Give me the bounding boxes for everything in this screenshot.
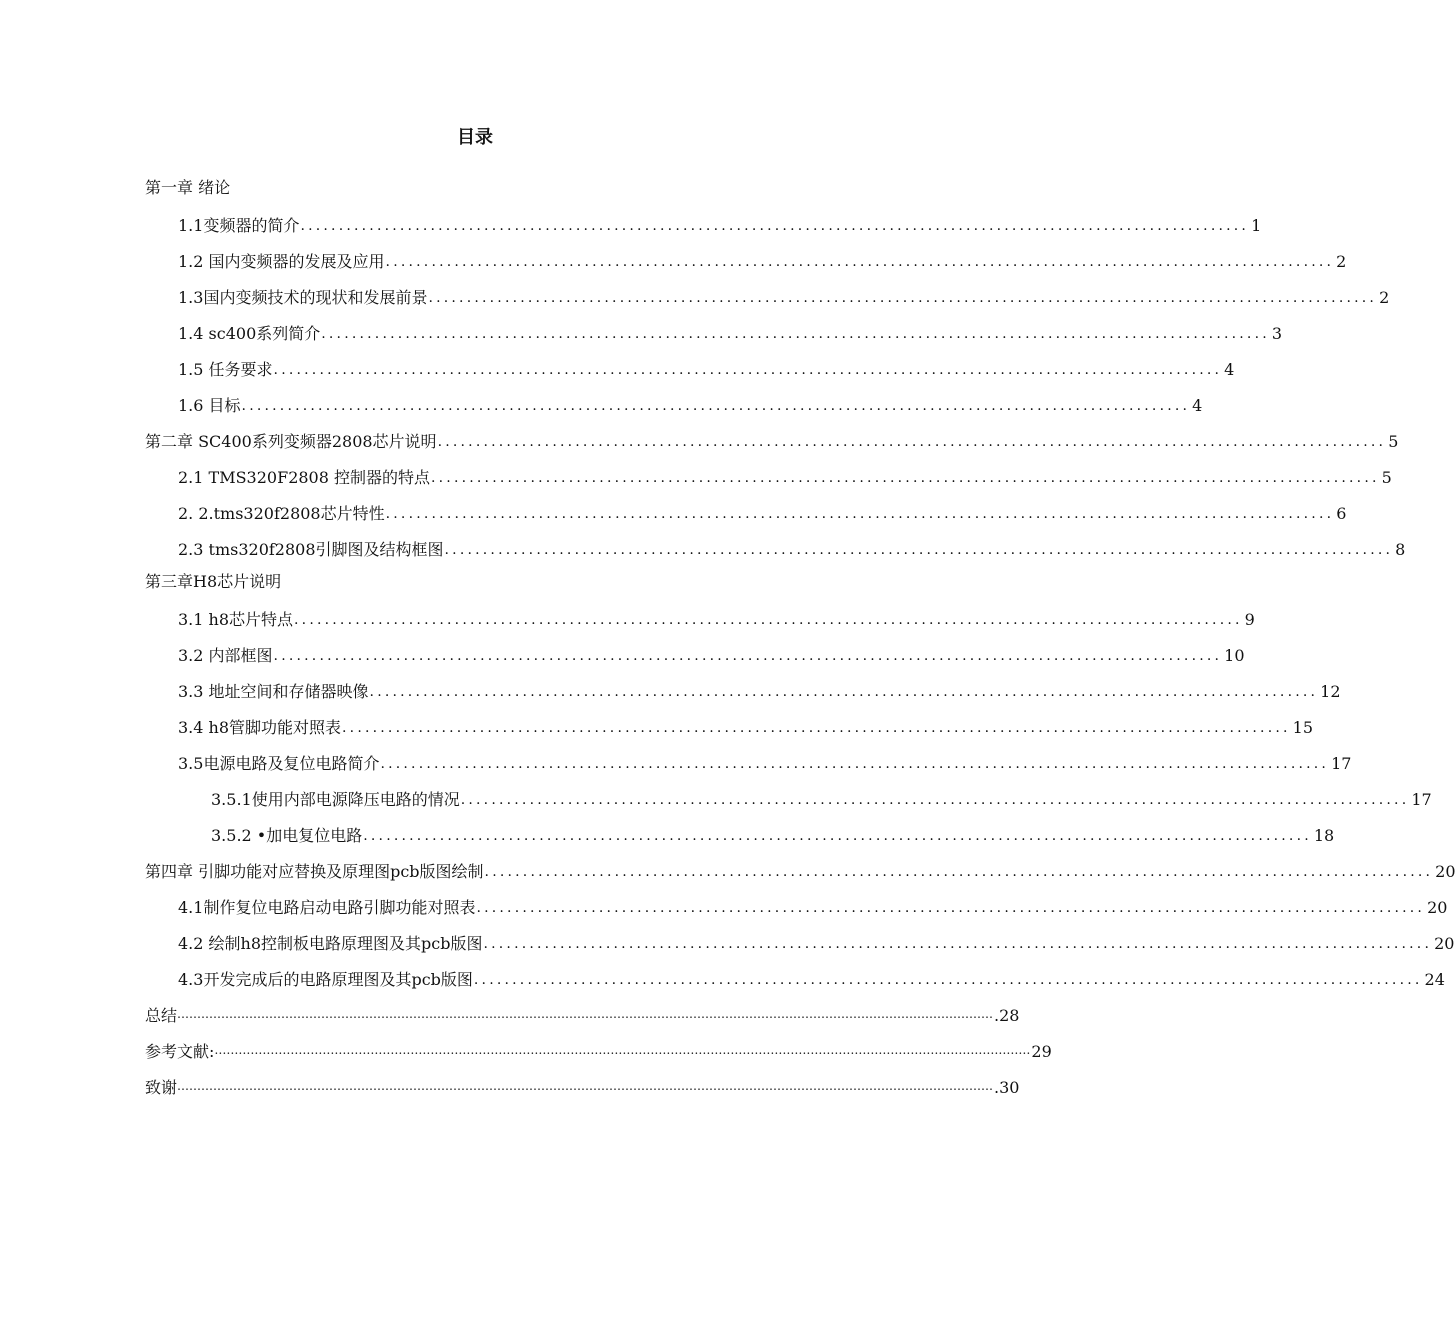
toc-chapter-heading: 第一章 绪论 — [145, 178, 231, 197]
toc-subentry[interactable] — [211, 786, 1432, 810]
toc-entry[interactable] — [178, 642, 1245, 666]
toc-dot-leader: …………………………………………………………………………………………………………………………………………………………………………………… — [214, 1043, 1031, 1057]
toc-entry[interactable] — [178, 356, 1235, 380]
toc-title: 目录 — [457, 127, 493, 148]
toc-backmatter-entry[interactable] — [145, 1038, 1052, 1062]
toc-entry-text: 1.4 sc400系列简介 — [178, 324, 321, 343]
toc-entry[interactable] — [178, 212, 1262, 236]
toc-dot-leader: ............................................................................................................................ — [444, 542, 1394, 558]
toc-entry-text: 3.5.1使用内部电源降压电路的情况 — [211, 790, 460, 809]
toc-page-number: 3 — [1271, 324, 1283, 343]
toc-entry-text: 3.3 地址空间和存储器映像 — [178, 682, 369, 701]
toc-entry[interactable] — [178, 678, 1341, 702]
toc-dot-leader: ............................................................................................................................ — [273, 362, 1223, 378]
toc-page-number: .30 — [994, 1078, 1020, 1097]
toc-entry-text: 致谢 — [145, 1078, 178, 1097]
toc-entry-text: 总结 — [145, 1006, 178, 1025]
toc-entry[interactable] — [178, 464, 1392, 488]
toc-page-number: .28 — [994, 1006, 1020, 1025]
toc-chapter-heading: 第三章H8芯片说明 — [145, 572, 282, 591]
toc-page-number: 12 — [1320, 682, 1341, 701]
toc-page-number: 9 — [1244, 610, 1255, 629]
toc-entry[interactable] — [178, 248, 1347, 272]
toc-entry[interactable] — [178, 606, 1255, 630]
toc-chapter-entry[interactable] — [145, 858, 1456, 882]
toc-dot-leader: ............................................................................................................................ — [431, 470, 1380, 486]
toc-entry-text: 4.1制作复位电路启动电路引脚功能对照表 — [178, 898, 476, 917]
toc-entry-text: 1.2 国内变频器的发展及应用 — [178, 252, 385, 271]
toc-backmatter-entry[interactable] — [145, 1074, 1020, 1098]
toc-dot-leader: ............................................................................................................................ — [483, 936, 1433, 952]
toc-page-number: 20 — [1435, 862, 1456, 881]
toc-page-number: 17 — [1411, 790, 1432, 809]
toc-entry-text: 1.1变频器的简介 — [178, 216, 300, 235]
toc-entry-text: 3.5电源电路及复位电路简介 — [178, 754, 380, 773]
toc-page-number: 1 — [1251, 216, 1262, 235]
toc-dot-leader: ............................................................................................................................ — [473, 972, 1423, 988]
toc-entry[interactable] — [178, 500, 1347, 524]
toc-entry-text: 4.3开发完成后的电路原理图及其pcb版图 — [178, 970, 473, 989]
toc-subentry[interactable] — [211, 822, 1335, 846]
toc-entry-text: 1.6 目标 — [178, 396, 241, 415]
toc-page-number: 15 — [1292, 718, 1314, 737]
toc-page-number: 8 — [1395, 540, 1406, 559]
toc-page-number: 20 — [1434, 934, 1455, 953]
toc-dot-leader: ............................................................................................................................ — [321, 326, 1270, 342]
toc-backmatter-entry[interactable] — [145, 1002, 1020, 1026]
toc-page-number: 18 — [1313, 826, 1335, 845]
toc-entry-text: 3.4 h8管脚功能对照表 — [178, 718, 342, 737]
toc-page-number: 5 — [1381, 468, 1392, 487]
toc-page-number: 10 — [1224, 646, 1245, 665]
toc-dot-leader: ............................................................................................................................ — [369, 684, 1319, 700]
toc-page-number: 2 — [1336, 252, 1347, 271]
toc-entry-text: 第二章 SC400系列变频器2808芯片说明 — [145, 432, 437, 451]
toc-entry[interactable] — [178, 320, 1283, 344]
toc-page-number: 17 — [1331, 754, 1352, 773]
toc-entry-text: 2. 2.tms320f2808芯片特性 — [178, 504, 385, 523]
toc-dot-leader: ............................................................................................................................ — [363, 828, 1312, 844]
toc-entry-text: 3.2 内部框图 — [178, 646, 273, 665]
toc-entry[interactable] — [178, 966, 1445, 990]
toc-dot-leader: ............................................................................................................................ — [300, 218, 1250, 234]
toc-dot-leader: ............................................................................................................................ — [460, 792, 1410, 808]
toc-page-number: 4 — [1192, 396, 1203, 415]
toc-dot-leader: ............................................................................................................................ — [380, 756, 1330, 772]
toc-entry-text: 2.1 TMS320F2808 控制器的特点 — [178, 468, 430, 487]
toc-entry-text: 第四章 引脚功能对应替换及原理图pcb版图绘制 — [145, 862, 484, 881]
toc-dot-leader: ............................................................................................................................ — [476, 900, 1426, 916]
toc-dot-leader: ............................................................................................................................ — [385, 254, 1335, 270]
toc-entry-text: 2.3 tms320f2808引脚图及结构框图 — [178, 540, 444, 559]
toc-entry[interactable] — [178, 930, 1455, 954]
toc-entry[interactable] — [178, 284, 1390, 308]
toc-dot-leader: ............................................................................................................................ — [484, 864, 1434, 880]
toc-dot-leader: ............................................................................................................................ — [437, 434, 1387, 450]
toc-dot-leader: …………………………………………………………………………………………………………………………………………………………………………………… — [177, 1079, 994, 1093]
toc-page-number: 4 — [1224, 360, 1235, 379]
toc-dot-leader: …………………………………………………………………………………………………………………………………………………………………………………… — [177, 1007, 994, 1021]
toc-page-number: 20 — [1427, 898, 1448, 917]
toc-page-number: 2 — [1379, 288, 1390, 307]
toc-entry-text: 3.5.2 •加电复位电路 — [211, 826, 363, 845]
toc-dot-leader: ............................................................................................................................ — [273, 648, 1223, 664]
toc-page-number: 5 — [1388, 432, 1399, 451]
toc-entry-text: 参考文献: — [145, 1042, 215, 1061]
toc-dot-leader: ............................................................................................................................ — [342, 720, 1291, 736]
toc-entry[interactable] — [178, 714, 1314, 738]
toc-entry[interactable] — [178, 894, 1448, 918]
toc-entry[interactable] — [178, 536, 1406, 560]
toc-page-number: 6 — [1336, 504, 1347, 523]
toc-page-number: 29 — [1031, 1042, 1052, 1061]
toc-dot-leader: ............................................................................................................................ — [241, 398, 1191, 414]
toc-entry[interactable] — [178, 750, 1352, 774]
toc-dot-leader: ............................................................................................................................ — [428, 290, 1378, 306]
toc-entry-text: 1.3国内变频技术的现状和发展前景 — [178, 288, 428, 307]
toc-entry-text: 1.5 任务要求 — [178, 360, 273, 379]
toc-entry[interactable] — [178, 392, 1203, 416]
toc-entry-text: 4.2 绘制h8控制板电路原理图及其pcb版图 — [178, 934, 483, 953]
toc-dot-leader: ............................................................................................................................ — [385, 506, 1335, 522]
toc-page-number: 24 — [1424, 970, 1445, 989]
toc-dot-leader: ............................................................................................................................ — [294, 612, 1243, 628]
toc-entry-text: 3.1 h8芯片特点 — [178, 610, 294, 629]
toc-chapter-entry[interactable] — [145, 428, 1399, 452]
